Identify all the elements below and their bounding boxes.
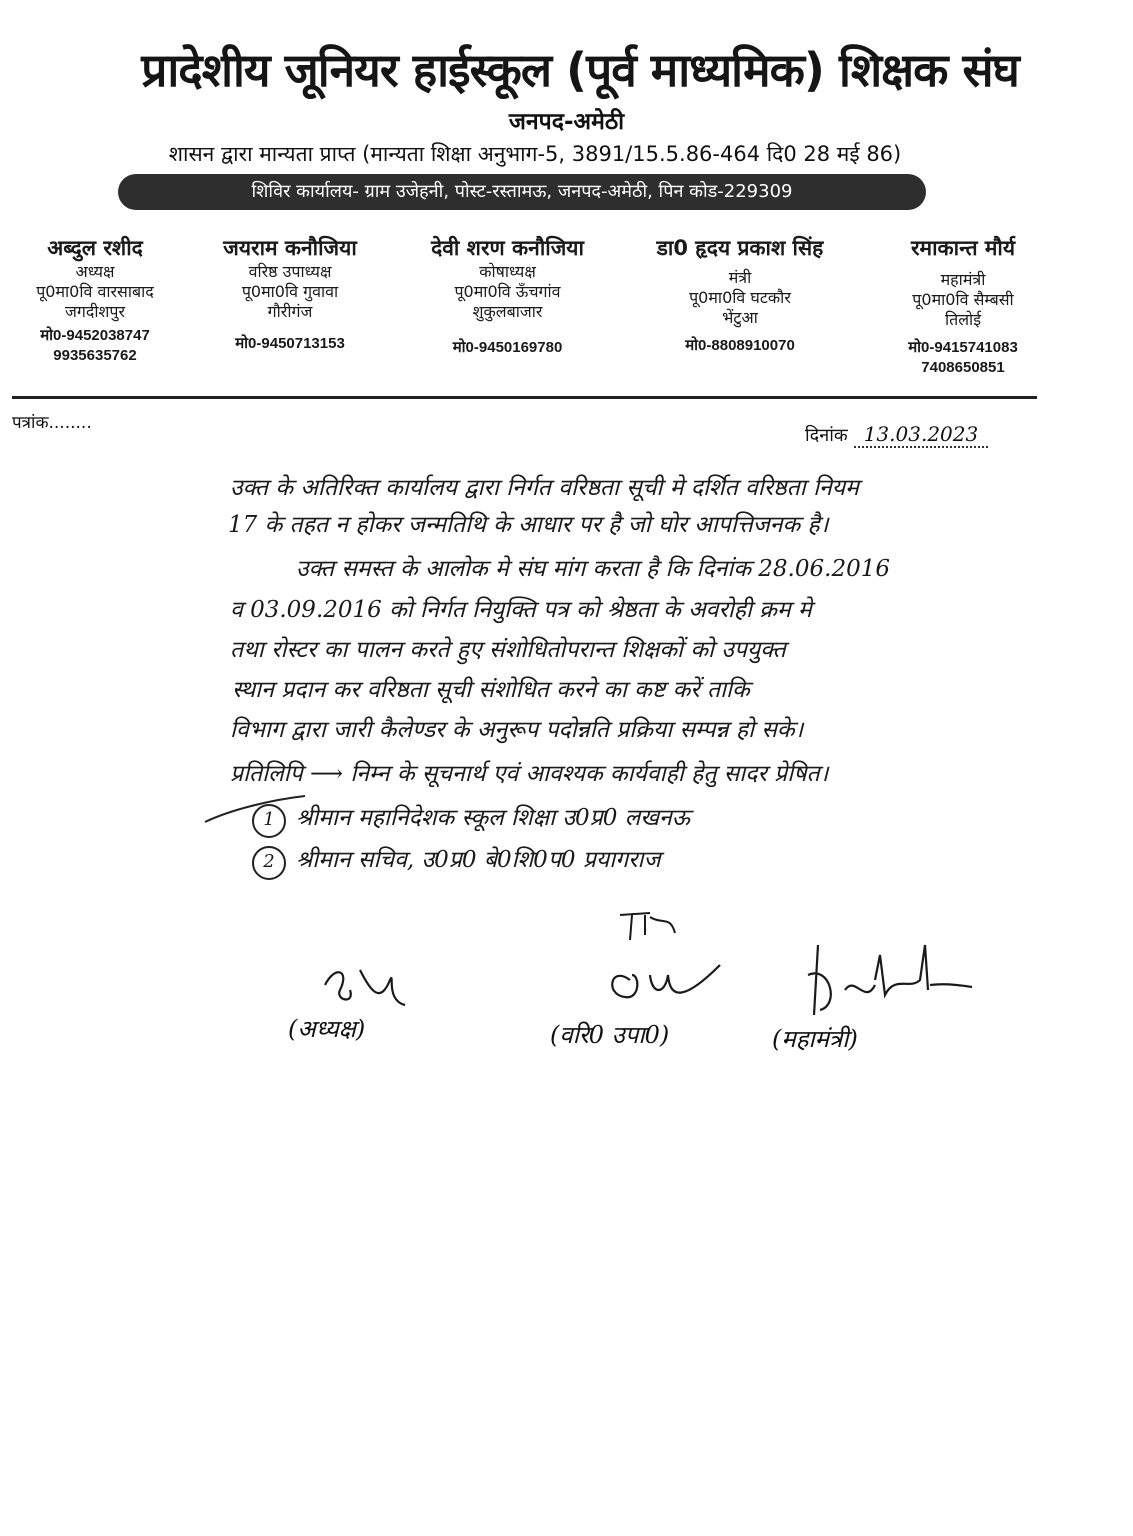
officer-phone-alt: 9935635762 — [53, 347, 137, 364]
officer-treasurer — [400, 234, 615, 358]
officer-general-secretary — [868, 234, 1058, 378]
body-line: उक्त समस्त के आलोक मे संघ मांग करता है कि दिनांक 28.06.2016 — [296, 556, 890, 582]
officer-school: पू0मा0वि सैम्बसी — [912, 290, 1014, 309]
copy-recipient — [252, 842, 661, 880]
officer-place: जगदीशपुर — [64, 302, 126, 321]
officer-role: कोषाध्यक्ष — [479, 262, 536, 281]
signature-general-secretary — [800, 935, 980, 1025]
signature-caption: (वरि0 उपा0) — [550, 1021, 670, 1049]
body-line: 17 के तहत न होकर जन्मतिथि के आधार पर है जो घोर आपत्तिजनक है। — [228, 512, 829, 538]
officer-school: पू0मा0वि ऊँचगांव — [454, 282, 561, 301]
signature-caption: (अध्यक्ष) — [288, 1015, 366, 1043]
reference-number: पत्रांक........ — [12, 413, 92, 433]
officer-name: रमाकान्त मौर्य — [910, 236, 1016, 260]
officer-school: पू0मा0वि गुवावा — [241, 282, 339, 301]
officer-phone: मो0-9452038747 — [40, 327, 150, 344]
copy-recipient — [252, 800, 690, 838]
officer-school: पू0मा0वि वारसाबाद — [36, 282, 154, 301]
recognition-line: शासन द्वारा मान्यता प्राप्त (मान्यता शिक्षा अनुभाग-5, 3891/15.5.86-464 दि0 28 मई 86) — [168, 142, 902, 166]
signature-caption: (महामंत्री) — [772, 1025, 858, 1053]
copy-number-circle: 1 — [252, 804, 286, 838]
officer-place: तिलोई — [944, 310, 982, 329]
body-line: स्थान प्रदान कर वरिष्ठता सूची संशोधित करने का कष्ट करें ताकि — [232, 677, 750, 703]
officer-place: भेंटुआ — [722, 308, 758, 327]
officer-place: शुकुलबाजार — [472, 302, 543, 321]
officer-secretary — [625, 234, 855, 356]
office-address-bar: शिविर कार्यालय- ग्राम उजेहनी, पोस्ट-रस्तामऊ, जनपद-अमेठी, पिन कोड-229309 — [118, 174, 926, 210]
body-line: विभाग द्वारा जारी कैलेण्डर के अनुरूप पदोन्नति प्रक्रिया सम्पन्न हो सके। — [230, 717, 804, 743]
officer-role: महामंत्री — [940, 270, 986, 289]
copy-number-circle: 2 — [252, 846, 286, 880]
header-divider — [12, 396, 1037, 399]
officer-president — [5, 234, 185, 366]
organization-title: प्रादेशीय जूनियर हाईस्कूल (पूर्व माध्यमिक) शिक्षक संघ — [141, 43, 1019, 97]
officer-place: गौरीगंज — [267, 302, 313, 321]
copy-recipient-text: श्रीमान सचिव, उ0प्र0 बे0शि0प0 प्रयागराज — [296, 847, 661, 873]
body-line: तथा रोस्टर का पालन करते हुए संशोधितोपरान्त शिक्षकों को उपयुक्त — [230, 637, 786, 663]
body-line: व 03.09.2016 को निर्गत नियुक्ति पत्र को श्रेष्ठता के अवरोही क्रम मे — [230, 597, 812, 623]
date-label: दिनांक — [805, 425, 848, 446]
officer-name: देवी शरण कनौजिया — [431, 236, 584, 260]
officer-role: वरिष्ठ उपाध्यक्ष — [248, 262, 332, 281]
officer-role: मंत्री — [728, 268, 752, 287]
officer-role: अध्यक्ष — [75, 262, 115, 281]
officer-name: जयराम कनौजिया — [223, 236, 357, 260]
officer-phone: मो0-8808910070 — [685, 337, 795, 354]
officer-name: डा0 हृदय प्रकाश सिंह — [656, 236, 824, 260]
copy-recipient-text: श्रीमान महानिदेशक स्कूल शिक्षा उ0प्र0 लखनऊ — [296, 805, 690, 831]
officer-school: पू0मा0वि घटकौर — [689, 288, 791, 307]
officer-phone: मो0-9450713153 — [235, 335, 345, 352]
officer-senior-vice-president — [195, 234, 385, 354]
date-value: 13.03.2023 — [854, 422, 989, 448]
officer-phone: मो0-9415741083 — [908, 339, 1018, 356]
officer-phone: मो0-9450169780 — [452, 339, 563, 356]
district-line: जनपद-अमेठी — [508, 109, 625, 135]
signature-president — [310, 960, 430, 1020]
copy-to-line: प्रतिलिपि ⟶ निम्न के सूचनार्थ एवं आवश्यक कार्यवाही हेतु सादर प्रेषित। — [230, 761, 829, 787]
officer-name: अब्दुल रशीद — [47, 236, 143, 260]
body-line: उक्त के अतिरिक्त कार्यालय द्वारा निर्गत वरिष्ठता सूची मे दर्शित वरिष्ठता नियम — [230, 475, 859, 501]
date-row — [805, 422, 988, 447]
underline-stroke — [200, 790, 310, 830]
signature-senior-vice-president — [590, 905, 730, 1015]
officer-phone-alt: 7408650851 — [921, 359, 1005, 376]
